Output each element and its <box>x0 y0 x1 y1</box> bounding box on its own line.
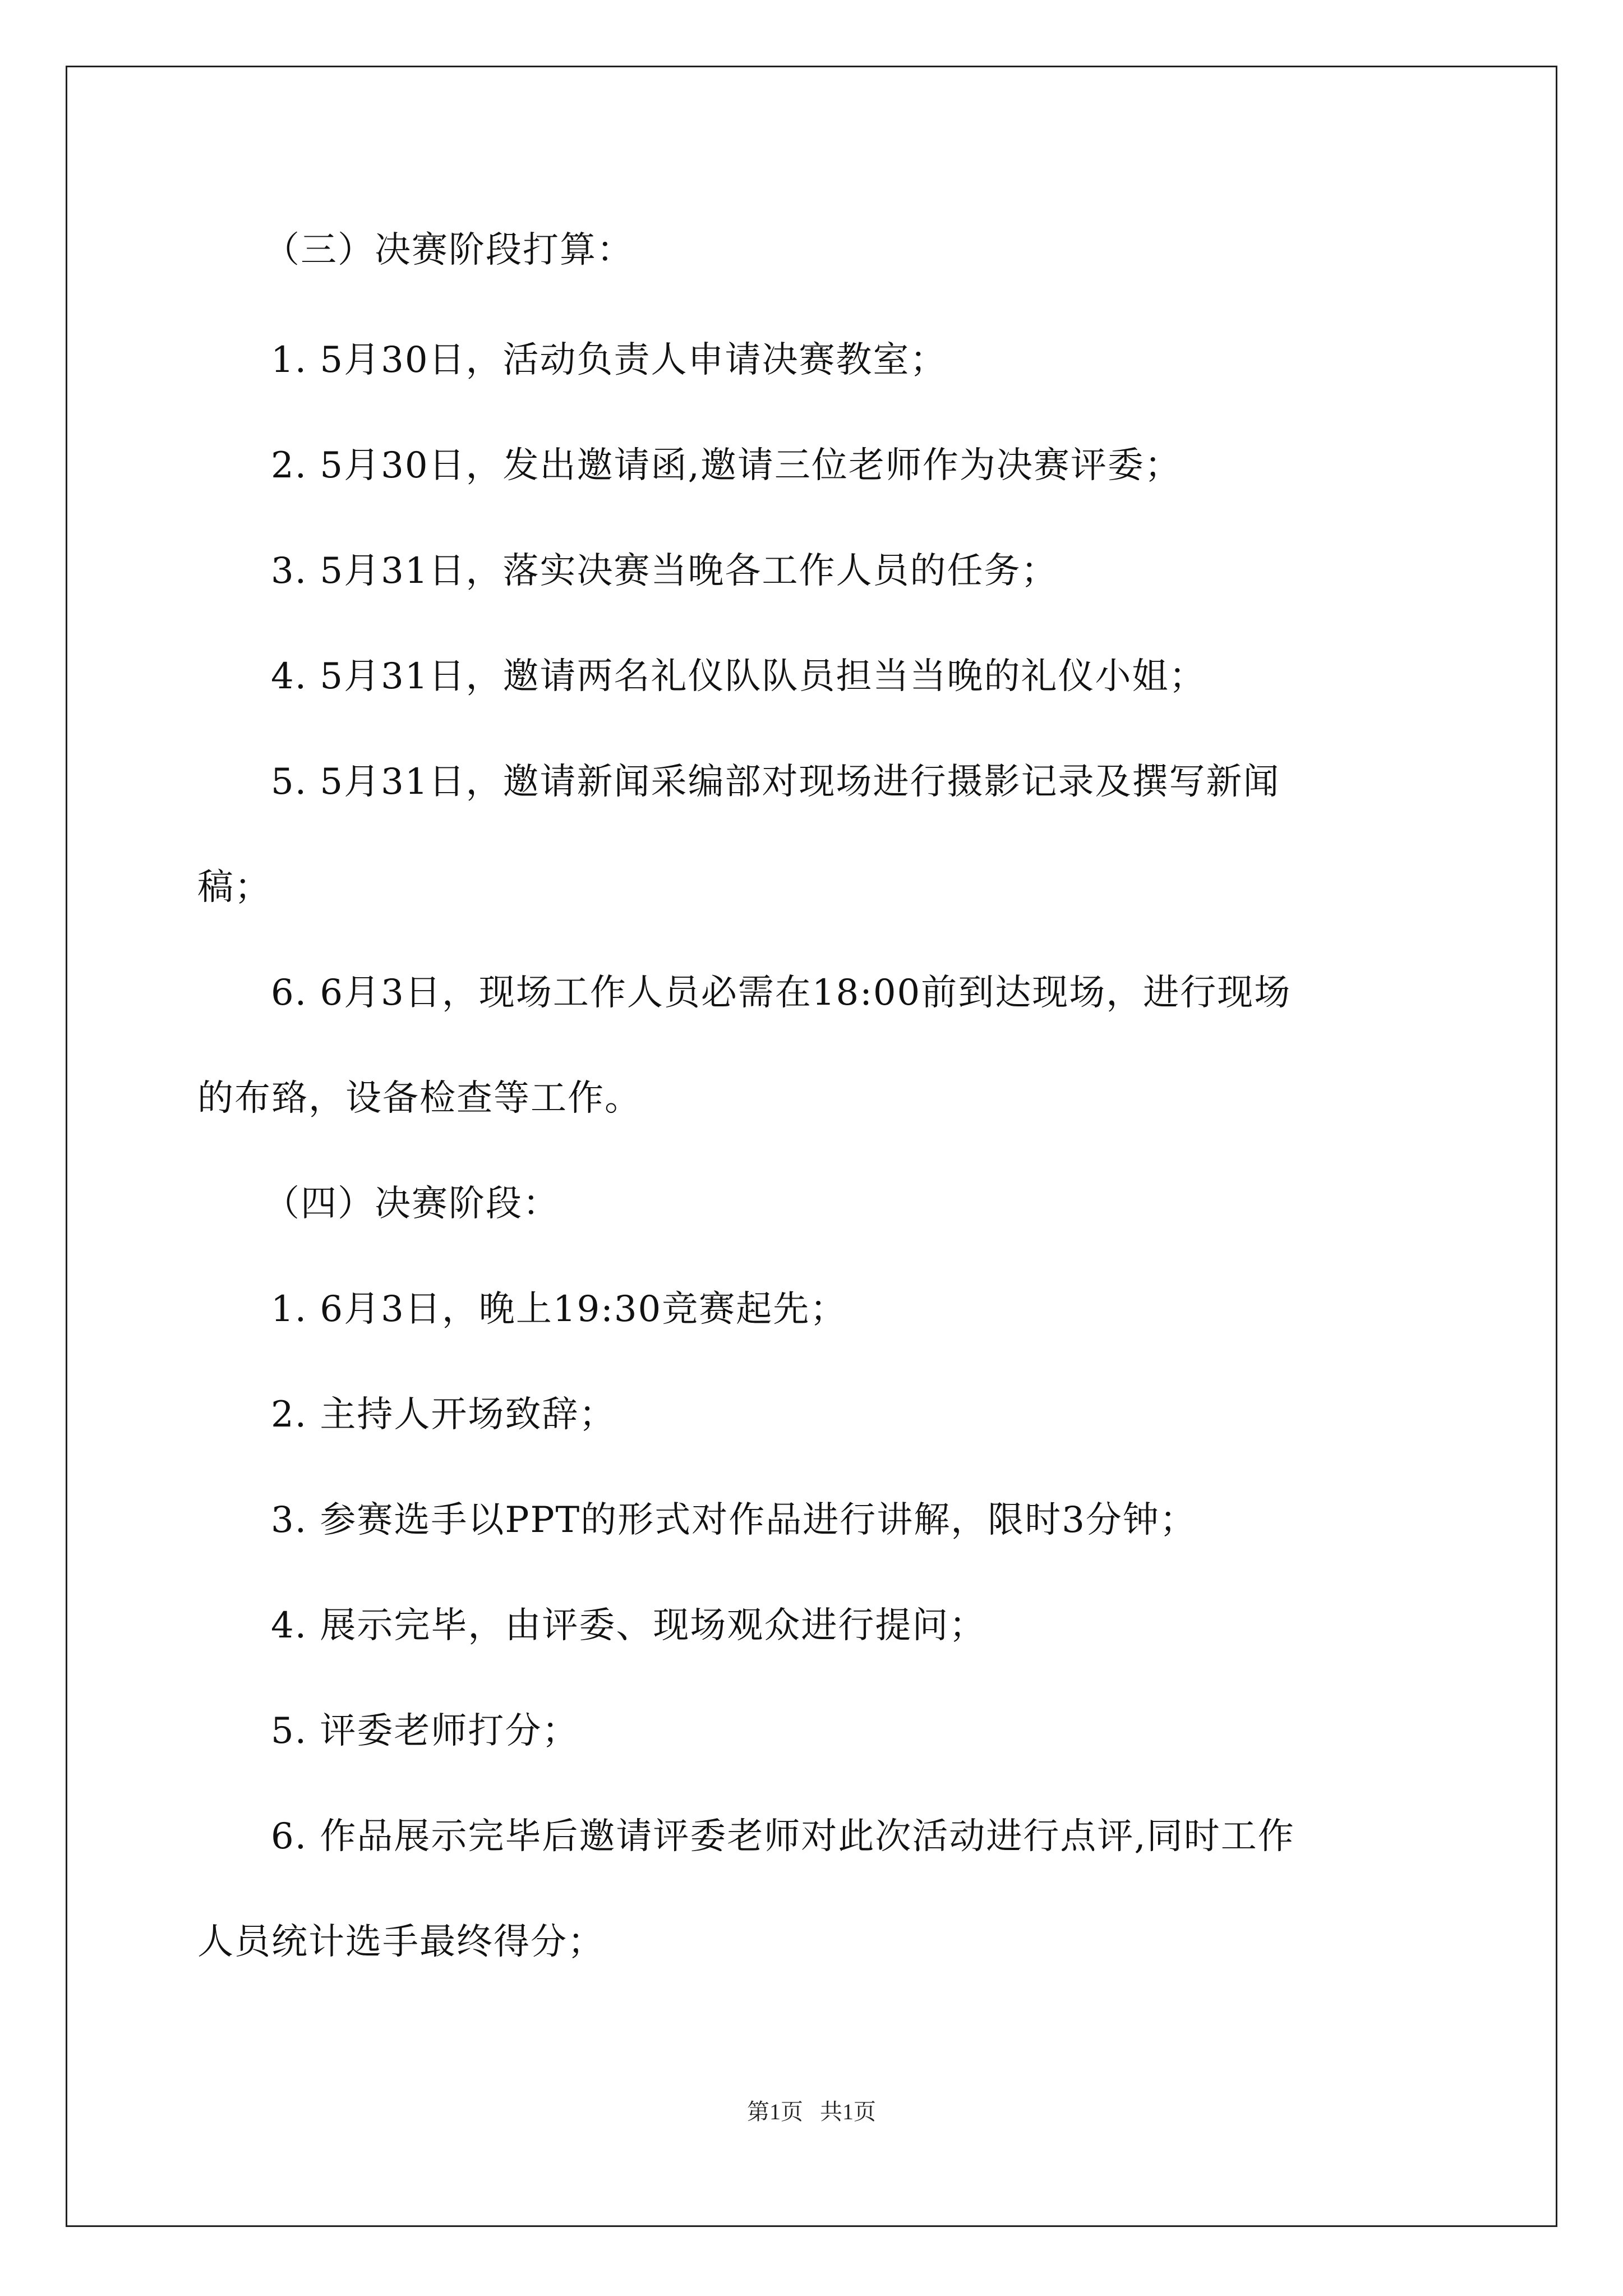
paragraph-line-continued: 稿； <box>197 867 271 908</box>
paragraph-line: 1. 6月3日，晚上19:30竞赛起先； <box>271 1289 847 1330</box>
paragraph-line: 5. 评委老师打分； <box>271 1710 579 1752</box>
paragraph-line: 2. 5月30日，发出邀请函,邀请三位老师作为决赛评委； <box>271 445 1182 486</box>
paragraph-line-continued: 人员统计选手最终得分； <box>197 1921 605 1963</box>
paragraph-line: 1. 5月30日，活动负责人申请决赛教室； <box>271 339 947 381</box>
page-number-footer: 第1页 共1页 <box>747 2099 876 2124</box>
paragraph-line: 6. 作品展示完毕后邀请评委老师对此次活动进行点评,同时工作 <box>271 1816 1295 1857</box>
section-heading-3: （三）决赛阶段打算： <box>264 229 634 271</box>
section-heading-4: （四）决赛阶段： <box>264 1183 560 1225</box>
page-border <box>66 66 1557 2227</box>
paragraph-line: 3. 参赛选手以PPT的形式对作品进行讲解，限时3分钟； <box>271 1499 1197 1541</box>
paragraph-line: 2. 主持人开场致辞； <box>271 1394 616 1435</box>
paragraph-line-continued: 的布臵，设备检查等工作。 <box>197 1078 642 1119</box>
paragraph-line: 6. 6月3日，现场工作人员必需在18:00前到达现场，进行现场 <box>271 972 1292 1014</box>
paragraph-line: 4. 5月31日，邀请两名礼仪队队员担当当晚的礼仪小姐； <box>271 656 1206 697</box>
paragraph-line: 4. 展示完毕，由评委、现场观众进行提问； <box>271 1605 986 1646</box>
paragraph-line: 5. 5月31日，邀请新闻采编部对现场进行摄影记录及撰写新闻 <box>271 761 1280 803</box>
paragraph-line: 3. 5月31日，落实决赛当晚各工作人员的任务； <box>271 550 1058 592</box>
